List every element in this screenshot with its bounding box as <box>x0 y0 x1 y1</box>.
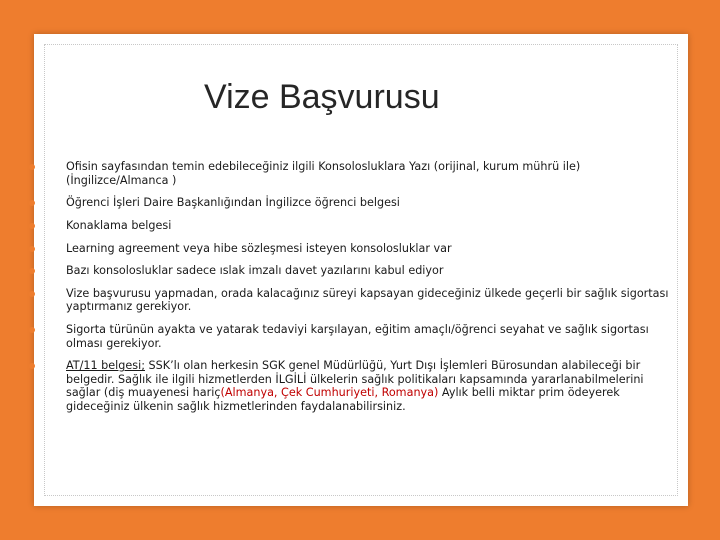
bullet-dot <box>29 200 35 206</box>
bullet-item <box>34 196 674 210</box>
bullet-dot <box>29 327 35 333</box>
bullet-item <box>34 323 674 350</box>
at11-text-b: Aylık belli miktar prim ödeyerek gideceğiniz ülkenin sağlık hizmetlerinden faydalanabilirsiniz. <box>66 386 620 413</box>
bullet-text: Ofisin sayfasından temin edebileceğiniz ilgili Konsolosluklara Yazı (orijinal, kurum mührü ile)(İngilizce/Almanca ) <box>66 160 581 187</box>
bullet-text: Bazı konsolosluklar sadece ıslak imzalı davet yazılarını kabul ediyor <box>66 264 444 278</box>
bullet-item <box>34 219 674 233</box>
bullet-text: Learning agreement veya hibe sözleşmesi isteyen konsolosluklar var <box>66 241 452 255</box>
bullet-dot <box>29 291 35 297</box>
bullet-text: Öğrenci İşleri Daire Başkanlığından İngilizce öğrenci belgesi <box>66 196 400 210</box>
country-list-highlight: (Almanya, Çek Cumhuriyeti, Romanya) <box>220 386 439 400</box>
bullet-text: Sigorta türünün ayakta ve yatarak tedaviyi karşılayan, eğitim amaçlı/öğrenci seyahat ve sağlık sigortası olması gerekiyor. <box>66 323 649 350</box>
bullet-item <box>34 287 674 314</box>
at11-text-a: SSK’lı olan herkesin SGK genel Müdürlüğü, Yurt Dışı İşlemleri Bürosundan alabileceği bir belgedir. Sağlık ile ilgili hizmetlerden İLGİLİ ülkelerin sağlık politikaları kapsamında yararlanabilmelerini sağlar (diş muayenesi hariç <box>66 359 644 400</box>
bullet-item <box>34 160 674 187</box>
bullet-dot <box>29 164 35 170</box>
at11-label: AT/11 belgesi; <box>66 359 145 373</box>
bullet-dot <box>29 246 35 252</box>
bullet-text: Konaklama belgesi <box>66 218 172 232</box>
bullet-item <box>34 242 674 256</box>
bullet-text: Vize başvurusu yapmadan, orada kalacağınız süreyi kapsayan gideceğiniz ülkede geçerli bir sağlık sigortası yaptırmanız gerekiyor. <box>66 286 669 314</box>
bullet-item <box>34 264 674 278</box>
slide <box>34 34 688 506</box>
bullet-dot <box>29 223 35 229</box>
bullet-item-at11 <box>34 359 674 413</box>
bullet-list <box>34 160 674 423</box>
bullet-dot <box>29 363 35 369</box>
bullet-dot <box>29 268 35 274</box>
slide-title: Vize Başvurusu <box>204 78 440 116</box>
